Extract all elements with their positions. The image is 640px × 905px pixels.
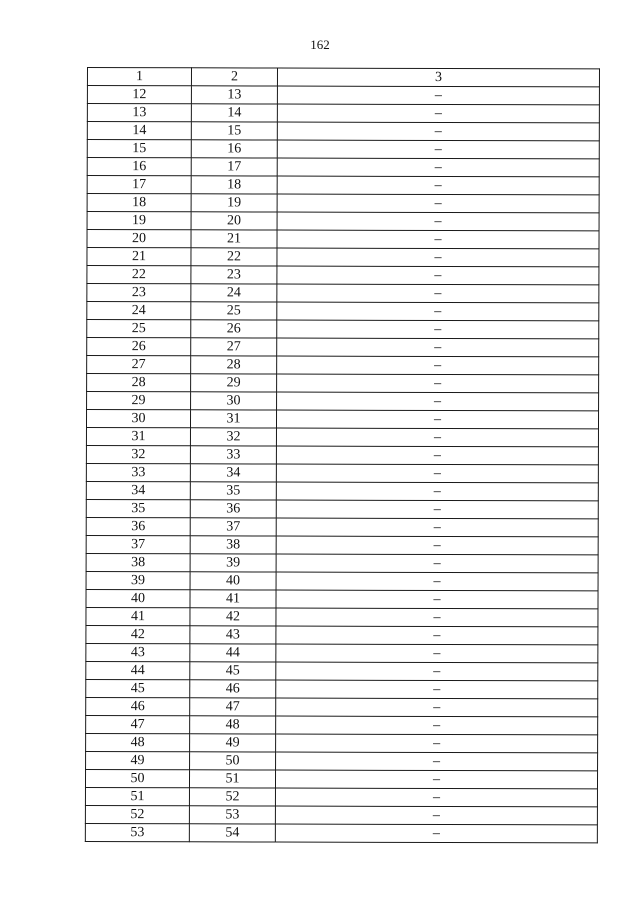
table-cell-col-3: – [276,536,598,555]
table-cell-col-1: 41 [86,607,190,625]
table-row [87,86,599,105]
table-cell-col-1: 19 [87,212,191,230]
table-row [86,751,598,770]
table-row [87,194,599,213]
table-row [87,284,599,303]
table-cell-col-1: 43 [86,643,190,661]
data-table [85,67,600,843]
table-cell-col-3: – [275,824,597,843]
table-cell-col-2: 19 [191,194,277,212]
table-cell-col-1: 37 [86,535,190,553]
table-row [86,625,598,644]
table-row [86,571,598,590]
table-cell-col-2: 39 [190,554,276,572]
table-cell-col-2: 13 [191,86,277,104]
table-row [86,499,598,518]
table-cell-col-3: – [277,230,599,249]
table-cell-col-1: 35 [86,499,190,517]
table-row [87,230,599,249]
table-header-row [87,68,599,87]
table-cell-col-1: 39 [86,571,190,589]
table-row [86,661,598,680]
table-cell-col-1: 51 [85,787,189,805]
table-cell-col-2: 28 [191,356,277,374]
table-cell-col-3: – [276,752,598,771]
table-row [86,733,598,752]
table-row [87,302,599,321]
table-cell-col-3: – [276,554,598,573]
table-row [86,463,598,482]
table-row [86,679,598,698]
table-cell-col-1: 40 [86,589,190,607]
table-cell-col-3: – [277,140,599,159]
table-cell-col-1: 44 [86,661,190,679]
table-cell-col-1: 28 [87,374,191,392]
table-cell-col-2: 53 [189,806,275,824]
table-cell-col-1: 30 [86,410,190,428]
table-cell-col-1: 15 [87,140,191,158]
table-row [86,481,598,500]
table-cell-col-1: 25 [87,320,191,338]
table-cell-col-2: 15 [191,122,277,140]
table-cell-col-3: – [277,338,599,357]
table-cell-col-2: 48 [190,716,276,734]
table-cell-col-2: 44 [190,644,276,662]
table-cell-col-1: 24 [87,302,191,320]
table-cell-col-3: – [277,356,599,375]
table-cell-col-3: – [277,374,599,393]
table-cell-col-3: – [276,590,598,609]
table-cell-col-3: – [276,518,598,537]
table-cell-col-1: 23 [87,284,191,302]
table-cell-col-3: – [277,86,599,105]
table-cell-col-1: 38 [86,553,190,571]
table-row [87,248,599,267]
table-cell-col-2: 26 [191,320,277,338]
table-cell-col-2: 31 [190,410,276,428]
table-body [85,68,599,843]
table-cell-col-2: 49 [190,734,276,752]
table-cell-col-3: – [277,392,599,411]
table-cell-col-1: 50 [85,769,189,787]
table-cell-col-3: – [276,464,598,483]
table-cell-col-1: 26 [87,338,191,356]
column-header-3: 3 [277,68,599,87]
table-cell-col-3: – [277,104,599,123]
table-row [86,553,598,572]
table-cell-col-1: 18 [87,194,191,212]
table-row [87,356,599,375]
table-row [85,787,597,806]
table-cell-col-2: 42 [190,608,276,626]
table-cell-col-3: – [276,410,598,429]
table-cell-col-2: 54 [189,824,275,842]
table-cell-col-2: 40 [190,572,276,590]
table-cell-col-2: 50 [190,752,276,770]
table-cell-col-1: 14 [87,122,191,140]
table-row [85,769,597,788]
table-cell-col-2: 43 [190,626,276,644]
table-cell-col-3: – [276,716,598,735]
table-cell-col-1: 34 [86,481,190,499]
table-row [86,410,598,429]
table-cell-col-3: – [276,500,598,519]
table-row [87,392,599,411]
table-cell-col-3: – [276,482,598,501]
table-cell-col-1: 27 [87,356,191,374]
table-cell-col-1: 33 [86,463,190,481]
table-cell-col-3: – [275,770,597,789]
table-row [86,517,598,536]
table-cell-col-2: 14 [191,104,277,122]
table-cell-col-3: – [276,644,598,663]
table-cell-col-1: 29 [87,392,191,410]
table-cell-col-2: 18 [191,176,277,194]
table-cell-col-3: – [277,284,599,303]
table-cell-col-2: 51 [189,770,275,788]
table-row [87,338,599,357]
table-cell-col-1: 47 [86,715,190,733]
table-cell-col-1: 42 [86,625,190,643]
table-cell-col-3: – [277,176,599,195]
table-cell-col-2: 52 [189,788,275,806]
table-cell-col-3: – [277,266,599,285]
table-cell-col-3: – [276,608,598,627]
table-cell-col-2: 17 [191,158,277,176]
table-row [86,643,598,662]
table-cell-col-2: 30 [191,392,277,410]
table-row [86,535,598,554]
page-number: 162 [310,37,330,52]
table-cell-col-2: 25 [191,302,277,320]
table-cell-col-1: 16 [87,158,191,176]
table-cell-col-1: 22 [87,266,191,284]
table-row [86,589,598,608]
table-row [87,212,599,231]
table-cell-col-2: 22 [191,248,277,266]
table-cell-col-1: 17 [87,176,191,194]
table-cell-col-3: – [276,428,598,447]
table-cell-col-2: 37 [190,518,276,536]
table-cell-col-1: 48 [86,733,190,751]
table-cell-col-1: 12 [87,86,191,104]
table-cell-col-1: 53 [85,823,189,841]
table-cell-col-2: 34 [190,464,276,482]
table-cell-col-2: 45 [190,662,276,680]
table-cell-col-2: 24 [191,284,277,302]
table-cell-col-2: 23 [191,266,277,284]
table-cell-col-2: 21 [191,230,277,248]
table-row [87,176,599,195]
table-row [87,374,599,393]
table-cell-col-2: 33 [190,446,276,464]
table-cell-col-1: 36 [86,517,190,535]
table-row [85,823,597,842]
table-cell-col-1: 21 [87,248,191,266]
table-row [87,320,599,339]
table-cell-col-3: – [275,806,597,825]
table-cell-col-3: – [276,698,598,717]
table-cell-col-2: 36 [190,500,276,518]
table-cell-col-1: 13 [87,104,191,122]
table-row [87,104,599,123]
table-cell-col-1: 49 [86,751,190,769]
table-row [86,428,598,447]
table-cell-col-1: 52 [85,805,189,823]
table-row [87,266,599,285]
table-cell-col-3: – [277,302,599,321]
table-cell-col-3: – [277,194,599,213]
table-cell-col-3: – [276,626,598,645]
table-cell-col-2: 32 [190,428,276,446]
table-cell-col-3: – [277,122,599,141]
table-cell-col-3: – [276,662,598,681]
column-header-2: 2 [191,68,277,86]
table-cell-col-2: 35 [190,482,276,500]
table-cell-col-2: 38 [190,536,276,554]
table-row [86,445,598,464]
table-cell-col-1: 46 [86,697,190,715]
table-cell-col-1: 32 [86,445,190,463]
table-cell-col-3: – [277,320,599,339]
table-row [85,805,597,824]
table-cell-col-3: – [277,248,599,267]
table-cell-col-3: – [276,446,598,465]
table-row [86,607,598,626]
table-cell-col-2: 27 [191,338,277,356]
table-cell-col-3: – [277,212,599,231]
table-row [87,140,599,159]
table-cell-col-2: 16 [191,140,277,158]
table-cell-col-1: 20 [87,230,191,248]
table-row [87,158,599,177]
table-row [86,697,598,716]
table-cell-col-1: 45 [86,679,190,697]
table-cell-col-2: 47 [190,698,276,716]
table-cell-col-3: – [276,734,598,753]
table-cell-col-3: – [275,788,597,807]
table-row [86,715,598,734]
table-cell-col-2: 46 [190,680,276,698]
table-cell-col-3: – [276,680,598,699]
column-header-1: 1 [87,68,191,86]
table-cell-col-3: – [276,572,598,591]
table-cell-col-2: 20 [191,212,277,230]
table-cell-col-2: 29 [191,374,277,392]
table-cell-col-2: 41 [190,590,276,608]
table-row [87,122,599,141]
table-cell-col-3: – [277,158,599,177]
table-cell-col-1: 31 [86,428,190,446]
